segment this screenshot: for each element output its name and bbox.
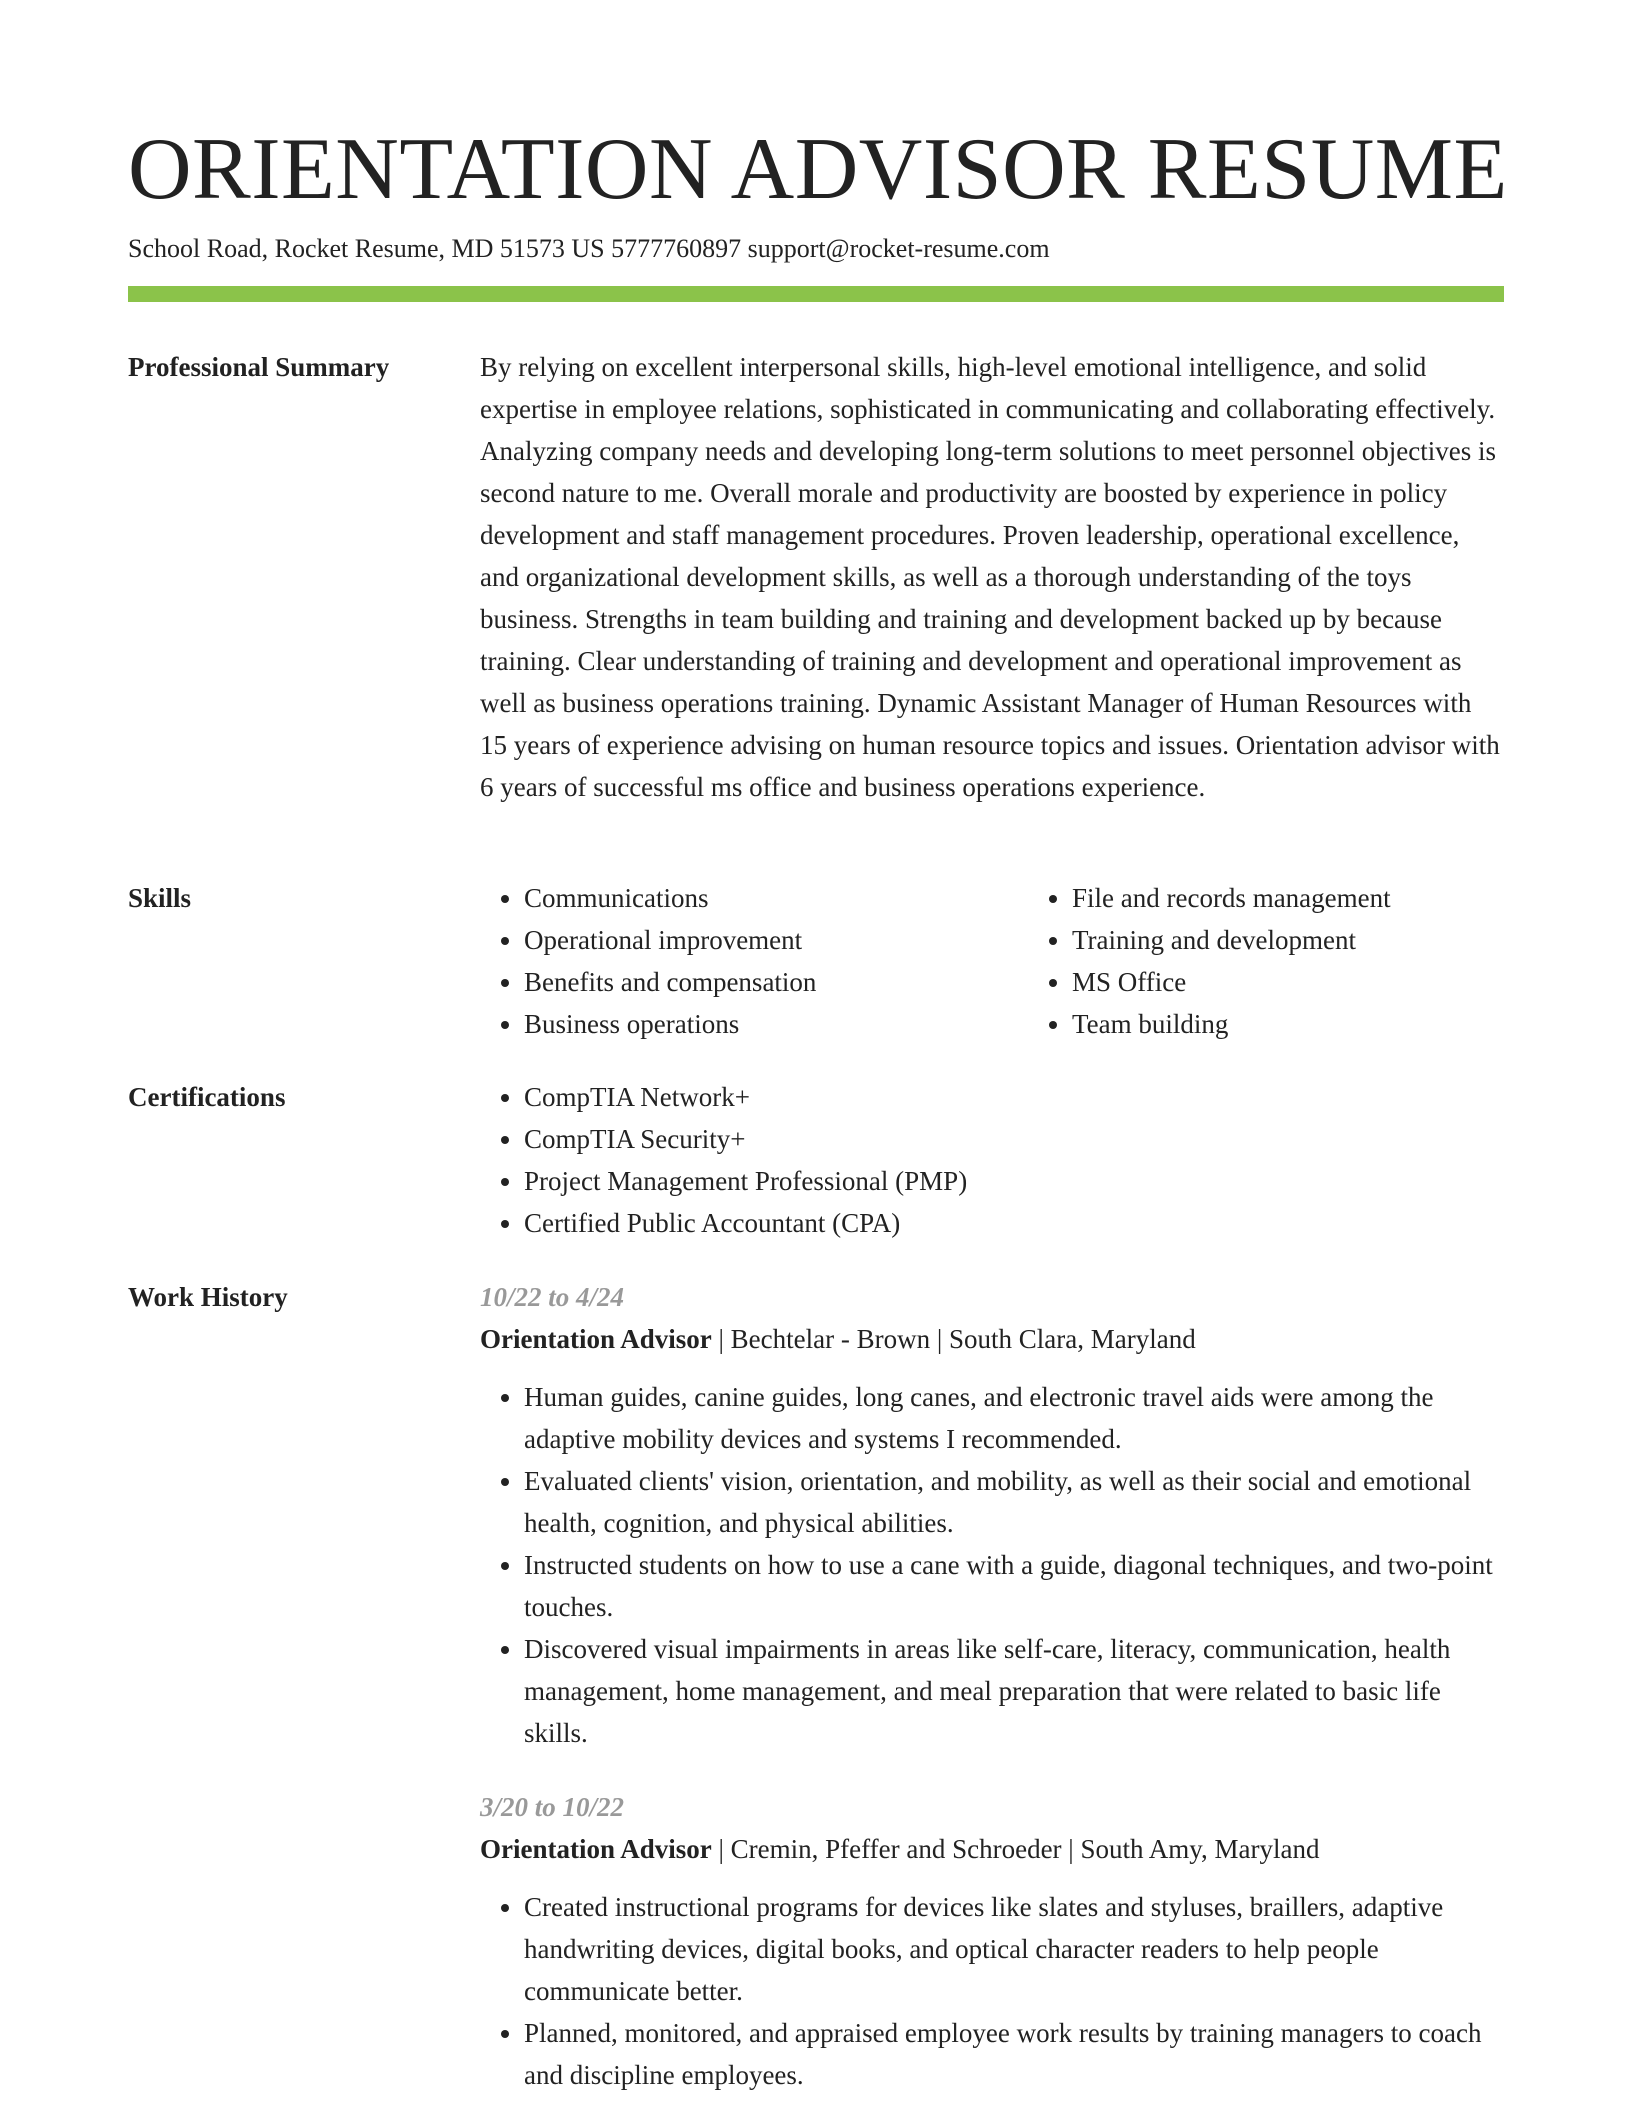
- work-history-body: [480, 1276, 1504, 2096]
- certifications-label: Certifications: [128, 1082, 286, 1112]
- job-details: | Cremin, Pfeffer and Schroeder | South Amy, Maryland: [711, 1834, 1320, 1864]
- skill-item: • Operational improvement: [524, 919, 1028, 961]
- resume-title: ORIENTATION ADVISOR RESUME: [128, 121, 1508, 218]
- job-title: Orientation Advisor: [480, 1834, 712, 1864]
- job-heading: [480, 1828, 1504, 1870]
- job-bullets: [480, 1886, 1504, 2096]
- certification-item: • CompTIA Network+: [524, 1076, 1504, 1118]
- certifications-list: [480, 1076, 1504, 1244]
- job-entry: [480, 1276, 1504, 1754]
- job-bullet: • Planned, monitored, and appraised employee work results by training managers to coach and discipline employees.: [524, 2012, 1504, 2096]
- skills-label: Skills: [128, 883, 192, 913]
- job-bullet: • Instructed students on how to use a cane with a guide, diagonal techniques, and two-point touches.: [524, 1544, 1504, 1628]
- job-bullet: • Discovered visual impairments in areas like self-care, literacy, communication, health management, home management, and meal preparation that were related to basic life skills.: [524, 1628, 1504, 1754]
- job-title: Orientation Advisor: [480, 1324, 712, 1354]
- skill-item: • File and records management: [1072, 877, 1576, 919]
- summary-text: By relying on excellent interpersonal skills, high-level emotional intelligence, and solid expertise in employee relations, sophisticated in communicating and collaborating effectively. Analyzing company needs and developing long-term solutions to meet personnel objectives is second nature to me. Overall morale and productivity are boosted by experience in policy development and staff management procedures. Proven leadership, operational excellence, and organizational development skills, as well as a thorough understanding of the toys business. Strengths in team building and training and development backed up by because training. Clear understanding of training and development and operational improvement as well as business operations training. Dynamic Assistant Manager of Human Resources with 15 years of experience advising on human resource topics and issues. Orientation advisor with 6 years of successful ms office and business operations experience.: [480, 352, 1500, 802]
- job-bullet: • Human guides, canine guides, long canes, and electronic travel aids were among the adaptive mobility devices and systems I recommended.: [524, 1376, 1504, 1460]
- certification-item: • Project Management Professional (PMP): [524, 1160, 1504, 1202]
- skill-item: • Benefits and compensation: [524, 961, 1028, 1003]
- job-bullet: • Evaluated clients' vision, orientation, and mobility, as well as their social and emotional health, cognition, and physical abilities.: [524, 1460, 1504, 1544]
- skill-item: • Team building: [1072, 1003, 1576, 1045]
- certifications-body: [480, 1076, 1504, 1244]
- job-heading: [480, 1318, 1504, 1360]
- skill-item: • Training and development: [1072, 919, 1576, 961]
- summary-body: [480, 346, 1504, 808]
- skills-list-right: [1028, 877, 1576, 1045]
- skills-list-left: [480, 877, 1028, 1045]
- resume-header: [128, 120, 1508, 302]
- skill-item: • Communications: [524, 877, 1028, 919]
- summary-label: Professional Summary: [128, 352, 390, 382]
- job-dates: 10/22 to 4/24: [480, 1282, 625, 1312]
- job-bullets: [480, 1376, 1504, 1754]
- skill-item: • Business operations: [524, 1003, 1028, 1045]
- job-dates: 3/20 to 10/22: [480, 1792, 625, 1822]
- job-details: | Bechtelar - Brown | South Clara, Maryland: [711, 1324, 1196, 1354]
- skills-body: [480, 877, 1504, 1045]
- work-history-label: Work History: [128, 1282, 288, 1312]
- contact-line: School Road, Rocket Resume, MD 51573 US 5777760897 support@rocket-resume.com: [128, 234, 1050, 263]
- accent-divider: [128, 286, 1504, 302]
- job-entry: [480, 1786, 1504, 2096]
- job-bullet: • Created instructional programs for devices like slates and styluses, braillers, adaptive handwriting devices, digital books, and optical character readers to help people communicate better.: [524, 1886, 1504, 2012]
- certification-item: • Certified Public Accountant (CPA): [524, 1202, 1504, 1244]
- certification-item: • CompTIA Security+: [524, 1118, 1504, 1160]
- skill-item: • MS Office: [1072, 961, 1576, 1003]
